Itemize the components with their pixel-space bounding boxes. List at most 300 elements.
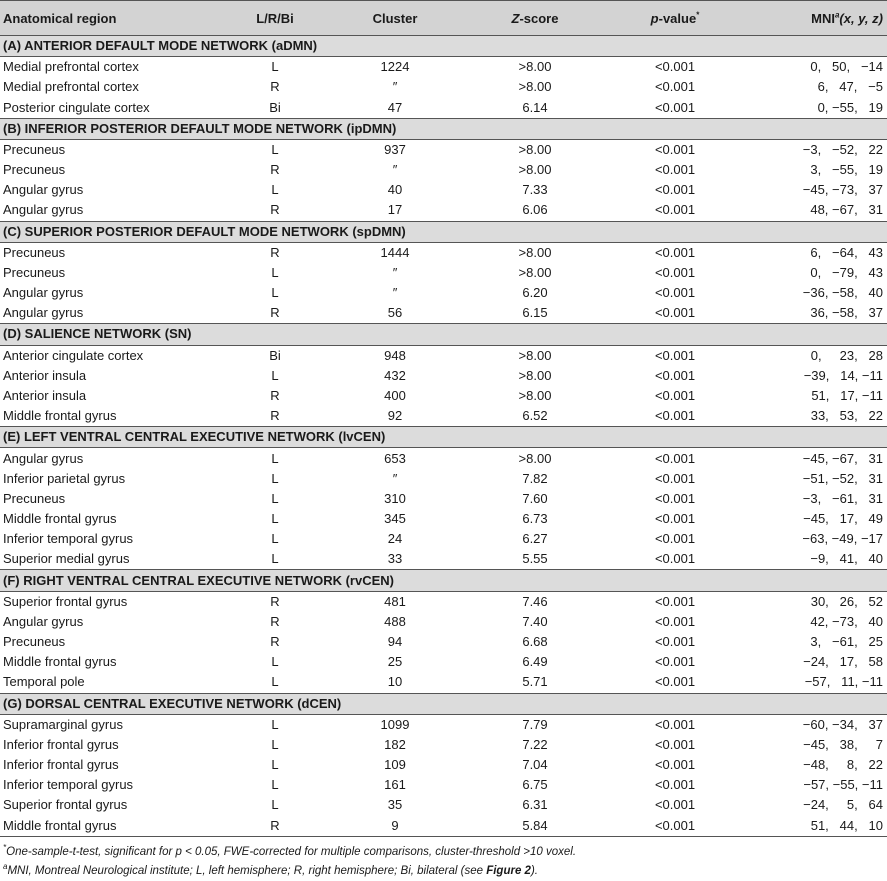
cell-side-text: L xyxy=(271,470,279,486)
cell-p-value-text: <0.001 xyxy=(654,736,696,752)
cell-cluster-text: 432 xyxy=(384,367,406,383)
cell-mni xyxy=(745,612,887,632)
cell-p-value-text: <0.001 xyxy=(654,797,696,813)
cell-region-text: Precuneus xyxy=(3,141,66,157)
cell-side-text: L xyxy=(271,511,279,527)
cell-cluster xyxy=(325,755,465,775)
cell-side xyxy=(225,549,325,570)
cell-z-score xyxy=(465,714,605,735)
cell-mni-text: 6, −64, 43 xyxy=(810,244,883,260)
cell-side xyxy=(225,98,325,119)
cell-mni xyxy=(745,77,887,97)
cell-side xyxy=(225,489,325,509)
cell-side xyxy=(225,735,325,755)
cell-p-value xyxy=(605,632,745,652)
section-title: (B) INFERIOR POSTERIOR DEFAULT MODE NETWORK (ipDMN) xyxy=(0,118,887,139)
cell-p-value-text: <0.001 xyxy=(654,716,696,732)
table-footnotes xyxy=(0,837,887,881)
cell-region xyxy=(0,366,225,386)
cell-region xyxy=(0,489,225,509)
cell-mni-text: −45, 17, 49 xyxy=(803,511,883,527)
cell-side xyxy=(225,591,325,612)
cell-mni xyxy=(745,283,887,303)
cell-side-text: R xyxy=(270,244,280,260)
cell-cluster-text: 481 xyxy=(384,593,406,609)
cell-p-value-text: <0.001 xyxy=(654,182,696,198)
table-row xyxy=(0,98,887,119)
cell-z-score xyxy=(465,57,605,78)
cell-p-value xyxy=(605,775,745,795)
cell-mni-text: −57, −55, −11 xyxy=(803,777,883,793)
cell-region xyxy=(0,77,225,97)
cell-p-value xyxy=(605,139,745,160)
table-row xyxy=(0,549,887,570)
cell-mni-text: 0, 50, −14 xyxy=(810,59,883,75)
cell-mni xyxy=(745,509,887,529)
cell-mni xyxy=(745,139,887,160)
cell-p-value xyxy=(605,469,745,489)
cell-mni-text: 42, −73, 40 xyxy=(810,613,883,629)
cell-z-score-text: 6.15 xyxy=(522,305,548,321)
cell-mni-text: −45, −67, 31 xyxy=(802,450,883,466)
cell-mni xyxy=(745,652,887,672)
cell-region xyxy=(0,529,225,549)
cell-side-text: L xyxy=(271,367,279,383)
cell-z-score-text: 7.04 xyxy=(522,757,548,773)
footnote-mni: $^a$MNI, Montreal Neurological institute; L, left hemisphere; R, right hemisphere; Bi, bilateral (see Figure 2). xyxy=(3,861,538,877)
cell-side xyxy=(225,77,325,97)
cell-cluster-text: 161 xyxy=(384,777,406,793)
table-row xyxy=(0,509,887,529)
cell-region xyxy=(0,714,225,735)
cell-region-text: Medial prefrontal cortex xyxy=(3,79,139,95)
cell-mni xyxy=(745,303,887,324)
cell-cluster xyxy=(325,160,465,180)
cell-mni-text: −45, −73, 37 xyxy=(802,182,883,198)
cell-p-value-text: <0.001 xyxy=(654,264,696,280)
table-row xyxy=(0,160,887,180)
header-mni: MNI$^a$(x, y, z) xyxy=(745,1,887,36)
cell-z-score-text: 5.55 xyxy=(522,551,548,567)
cell-z-score-text: >8.00 xyxy=(518,59,552,75)
cell-z-score xyxy=(465,180,605,200)
cell-side xyxy=(225,448,325,469)
cell-cluster xyxy=(325,549,465,570)
cell-mni-text: −3, −52, 22 xyxy=(802,141,883,157)
cell-side xyxy=(225,180,325,200)
cell-cluster xyxy=(325,180,465,200)
cell-p-value-text: <0.001 xyxy=(654,367,696,383)
cell-mni-text: −39, 14, −11 xyxy=(803,367,883,383)
cell-mni xyxy=(745,672,887,693)
cell-mni xyxy=(745,795,887,815)
cell-mni xyxy=(745,98,887,119)
cell-side-text: R xyxy=(270,634,280,650)
cell-cluster-text: 310 xyxy=(384,490,406,506)
section-header-row xyxy=(0,693,887,714)
cell-side xyxy=(225,366,325,386)
cell-side-text: L xyxy=(271,777,279,793)
cell-side xyxy=(225,283,325,303)
cell-region-text: Temporal pole xyxy=(3,674,85,690)
cell-region xyxy=(0,816,225,837)
cell-region-text: Middle frontal gyrus xyxy=(3,817,117,833)
cell-region xyxy=(0,160,225,180)
section-header-row xyxy=(0,427,887,448)
table-row xyxy=(0,632,887,652)
cell-z-score-text: 7.79 xyxy=(522,716,548,732)
section-title: (F) RIGHT VENTRAL CENTRAL EXECUTIVE NETWORK (rvCEN) xyxy=(0,570,887,591)
cell-mni xyxy=(745,160,887,180)
cell-z-score-text: 6.68 xyxy=(522,634,548,650)
cell-cluster xyxy=(325,652,465,672)
cell-region xyxy=(0,57,225,78)
cell-region-text: Middle frontal gyrus xyxy=(3,654,117,670)
cell-region xyxy=(0,755,225,775)
cell-cluster-text: 40 xyxy=(387,182,403,198)
cell-side xyxy=(225,795,325,815)
cell-cluster xyxy=(325,489,465,509)
cell-z-score-text: 7.22 xyxy=(522,736,548,752)
cell-z-score-text: >8.00 xyxy=(518,347,552,363)
cell-cluster xyxy=(325,795,465,815)
cell-cluster-text: 9 xyxy=(391,817,399,833)
table-row xyxy=(0,529,887,549)
cell-z-score xyxy=(465,98,605,119)
cell-p-value xyxy=(605,242,745,263)
cell-z-score-text: 7.60 xyxy=(522,490,548,506)
table-row xyxy=(0,469,887,489)
cell-region xyxy=(0,345,225,366)
cell-region xyxy=(0,303,225,324)
cell-mni xyxy=(745,529,887,549)
cell-p-value xyxy=(605,529,745,549)
cell-region-text: Posterior cingulate cortex xyxy=(3,99,150,115)
cell-p-value xyxy=(605,345,745,366)
cell-side-text: L xyxy=(271,264,279,280)
cell-side-text: R xyxy=(270,162,280,178)
cell-mni-text: 36, −58, 37 xyxy=(810,305,883,321)
cell-mni-text: 51, 44, 10 xyxy=(810,817,883,833)
cell-cluster-text: 92 xyxy=(387,408,403,424)
table-row xyxy=(0,591,887,612)
cell-mni-text: 3, −55, 19 xyxy=(810,162,883,178)
cell-mni xyxy=(745,816,887,837)
cell-p-value xyxy=(605,98,745,119)
cell-mni xyxy=(745,549,887,570)
cell-cluster xyxy=(325,386,465,406)
table-row xyxy=(0,672,887,693)
table-row xyxy=(0,448,887,469)
header-p-value: p-value* xyxy=(605,1,745,36)
cell-cluster xyxy=(325,98,465,119)
section-header-row xyxy=(0,324,887,345)
cell-p-value xyxy=(605,652,745,672)
cell-p-value xyxy=(605,735,745,755)
cell-cluster xyxy=(325,612,465,632)
cell-side xyxy=(225,714,325,735)
cell-region-text: Angular gyrus xyxy=(3,285,84,301)
cell-z-score-text: 6.20 xyxy=(522,285,548,301)
cell-region-text: Inferior parietal gyrus xyxy=(3,470,126,486)
cell-mni xyxy=(745,406,887,427)
cell-region-text: Angular gyrus xyxy=(3,202,84,218)
table-row xyxy=(0,714,887,735)
cell-mni xyxy=(745,489,887,509)
cell-mni-text: 48, −67, 31 xyxy=(810,202,883,218)
cell-p-value xyxy=(605,406,745,427)
cell-z-score-text: >8.00 xyxy=(518,367,552,383)
table-row xyxy=(0,263,887,283)
table-row xyxy=(0,652,887,672)
cell-side xyxy=(225,139,325,160)
cell-p-value xyxy=(605,549,745,570)
cell-region xyxy=(0,795,225,815)
cell-p-value-text: <0.001 xyxy=(654,285,696,301)
cell-region-text: Angular gyrus xyxy=(3,613,84,629)
cell-cluster xyxy=(325,775,465,795)
cell-mni-text: 33, 53, 22 xyxy=(810,408,883,424)
cell-cluster-text: 109 xyxy=(384,757,406,773)
cell-p-value-text: <0.001 xyxy=(654,511,696,527)
table-row xyxy=(0,386,887,406)
cell-cluster-text: 33 xyxy=(387,551,403,567)
cell-z-score xyxy=(465,816,605,837)
cell-mni xyxy=(745,386,887,406)
cell-p-value-text: <0.001 xyxy=(654,202,696,218)
cell-z-score xyxy=(465,591,605,612)
cell-cluster xyxy=(325,283,465,303)
cell-z-score xyxy=(465,672,605,693)
cell-p-value xyxy=(605,591,745,612)
cell-mni xyxy=(745,200,887,221)
figure-2-link[interactable]: Figure 2 xyxy=(486,864,531,877)
cell-cluster-text: ″ xyxy=(392,285,398,301)
table-row xyxy=(0,200,887,221)
cell-side xyxy=(225,406,325,427)
cell-z-score xyxy=(465,795,605,815)
cell-cluster xyxy=(325,469,465,489)
cell-cluster-text: 24 xyxy=(387,531,403,547)
cell-p-value xyxy=(605,509,745,529)
cell-cluster-text: ″ xyxy=(392,264,398,280)
cell-mni-text: 6, 47, −5 xyxy=(817,79,883,95)
cell-z-score-text: >8.00 xyxy=(518,450,552,466)
cell-mni xyxy=(745,469,887,489)
cell-z-score xyxy=(465,735,605,755)
cell-z-score xyxy=(465,755,605,775)
cell-side xyxy=(225,386,325,406)
cell-z-score xyxy=(465,652,605,672)
cell-z-score-text: 6.75 xyxy=(522,777,548,793)
footnote-significance: *One-sample-t-test, significant for p < 0.05, FWE-corrected for multiple comparisons, cluster-threshold >10 voxel. xyxy=(3,842,577,858)
cell-region xyxy=(0,242,225,263)
cell-region-text: Middle frontal gyrus xyxy=(3,511,117,527)
cell-mni-text: −48, 8, 22 xyxy=(803,757,883,773)
table-row xyxy=(0,816,887,837)
cell-side xyxy=(225,263,325,283)
cell-cluster xyxy=(325,57,465,78)
cell-side xyxy=(225,529,325,549)
cell-p-value-text: <0.001 xyxy=(654,79,696,95)
cell-z-score xyxy=(465,366,605,386)
cell-cluster xyxy=(325,366,465,386)
cell-p-value-text: <0.001 xyxy=(654,450,696,466)
cell-side xyxy=(225,509,325,529)
cell-region-text: Angular gyrus xyxy=(3,182,84,198)
cell-cluster-text: ″ xyxy=(392,79,398,95)
section-title: (C) SUPERIOR POSTERIOR DEFAULT MODE NETWORK (spDMN) xyxy=(0,221,887,242)
cell-side-text: R xyxy=(270,305,280,321)
cell-side-text: R xyxy=(270,202,280,218)
cell-mni xyxy=(745,180,887,200)
cell-p-value xyxy=(605,672,745,693)
cell-region xyxy=(0,406,225,427)
cell-z-score-text: 7.40 xyxy=(522,613,548,629)
cell-side-text: Bi xyxy=(269,99,281,115)
cell-p-value xyxy=(605,200,745,221)
cell-mni-text: −51, −52, 31 xyxy=(802,470,883,486)
cell-z-score xyxy=(465,489,605,509)
cell-mni xyxy=(745,345,887,366)
cell-cluster xyxy=(325,77,465,97)
cell-z-score-text: 5.71 xyxy=(522,674,548,690)
cell-z-score-text: >8.00 xyxy=(518,244,552,260)
cell-side-text: L xyxy=(271,531,279,547)
cell-side xyxy=(225,160,325,180)
cell-p-value-text: <0.001 xyxy=(654,347,696,363)
cell-p-value-text: <0.001 xyxy=(654,490,696,506)
cell-mni xyxy=(745,735,887,755)
cell-z-score xyxy=(465,386,605,406)
cell-side-text: L xyxy=(271,757,279,773)
cell-cluster-text: 25 xyxy=(387,654,403,670)
cell-cluster-text: 345 xyxy=(384,511,406,527)
table-row xyxy=(0,77,887,97)
cell-cluster xyxy=(325,345,465,366)
cell-region xyxy=(0,591,225,612)
table-row xyxy=(0,139,887,160)
cell-side xyxy=(225,612,325,632)
cell-p-value-text: <0.001 xyxy=(654,141,696,157)
cell-mni xyxy=(745,591,887,612)
cell-p-value-text: <0.001 xyxy=(654,99,696,115)
cell-cluster xyxy=(325,406,465,427)
cell-mni-text: −24, 5, 64 xyxy=(803,797,883,813)
cell-z-score xyxy=(465,345,605,366)
cell-mni-text: −57, 11, −11 xyxy=(804,674,883,690)
header-z-score: Z-score xyxy=(465,1,605,36)
cell-region-text: Inferior frontal gyrus xyxy=(3,757,119,773)
cell-cluster xyxy=(325,242,465,263)
section-header-row xyxy=(0,221,887,242)
cell-side xyxy=(225,672,325,693)
cell-mni-text: −36, −58, 40 xyxy=(802,285,883,301)
cell-z-score-text: >8.00 xyxy=(518,141,552,157)
cell-p-value xyxy=(605,612,745,632)
cell-side xyxy=(225,345,325,366)
cell-z-score-text: 6.73 xyxy=(522,511,548,527)
cell-z-score xyxy=(465,775,605,795)
cell-p-value-text: <0.001 xyxy=(654,162,696,178)
header-side: L/R/Bi xyxy=(225,1,325,36)
section-title: (G) DORSAL CENTRAL EXECUTIVE NETWORK (dCEN) xyxy=(0,693,887,714)
cell-z-score-text: >8.00 xyxy=(518,264,552,280)
cell-cluster-text: ″ xyxy=(392,162,398,178)
cell-region-text: Precuneus xyxy=(3,634,66,650)
table-row xyxy=(0,303,887,324)
cell-cluster-text: 1099 xyxy=(380,716,410,732)
table-row xyxy=(0,283,887,303)
cell-z-score-text: 6.31 xyxy=(522,797,548,813)
cell-p-value-text: <0.001 xyxy=(654,531,696,547)
cell-side-text: L xyxy=(271,490,279,506)
section-header-row xyxy=(0,570,887,591)
cell-side-text: L xyxy=(271,141,279,157)
cell-region-text: Inferior frontal gyrus xyxy=(3,736,119,752)
cell-p-value-text: <0.001 xyxy=(654,674,696,690)
table-row xyxy=(0,795,887,815)
cell-cluster-text: 937 xyxy=(384,141,406,157)
cell-p-value xyxy=(605,386,745,406)
cell-region-text: Middle frontal gyrus xyxy=(3,408,117,424)
cell-mni-text: −60, −34, 37 xyxy=(802,716,883,732)
cell-z-score xyxy=(465,448,605,469)
cell-cluster xyxy=(325,509,465,529)
cell-p-value xyxy=(605,489,745,509)
cell-cluster-text: 182 xyxy=(384,736,406,752)
cell-z-score xyxy=(465,303,605,324)
table-header-row xyxy=(0,1,887,36)
cell-side xyxy=(225,469,325,489)
cell-p-value-text: <0.001 xyxy=(654,408,696,424)
cell-p-value-text: <0.001 xyxy=(654,777,696,793)
cell-z-score-text: 6.52 xyxy=(522,408,548,424)
cell-cluster-text: ″ xyxy=(392,470,398,486)
cell-cluster-text: 653 xyxy=(384,450,406,466)
cell-cluster xyxy=(325,714,465,735)
cell-cluster-text: 400 xyxy=(384,388,406,403)
cell-cluster xyxy=(325,139,465,160)
cell-p-value xyxy=(605,77,745,97)
cell-region-text: Anterior insula xyxy=(3,367,87,383)
cell-p-value-text: <0.001 xyxy=(654,613,696,629)
cell-p-value xyxy=(605,714,745,735)
cell-p-value xyxy=(605,160,745,180)
cell-region xyxy=(0,283,225,303)
cell-z-score-text: >8.00 xyxy=(518,162,552,178)
cell-side-text: Bi xyxy=(269,347,281,363)
cell-z-score xyxy=(465,139,605,160)
table-body xyxy=(0,36,887,837)
table-row xyxy=(0,755,887,775)
cell-z-score xyxy=(465,469,605,489)
cell-z-score-text: >8.00 xyxy=(518,79,552,95)
cell-mni-text: 0, 23, 28 xyxy=(810,347,883,363)
cell-p-value xyxy=(605,180,745,200)
cell-z-score-text: 5.84 xyxy=(522,817,548,833)
table-row xyxy=(0,775,887,795)
cell-side-text: L xyxy=(271,285,279,301)
cell-cluster xyxy=(325,263,465,283)
section-title: (A) ANTERIOR DEFAULT MODE NETWORK (aDMN) xyxy=(0,36,887,57)
cell-side-text: L xyxy=(271,736,279,752)
table-row xyxy=(0,180,887,200)
cell-z-score-text: 6.27 xyxy=(522,531,548,547)
cell-mni xyxy=(745,775,887,795)
cell-mni-text: 30, 26, 52 xyxy=(810,593,883,609)
cell-z-score xyxy=(465,406,605,427)
